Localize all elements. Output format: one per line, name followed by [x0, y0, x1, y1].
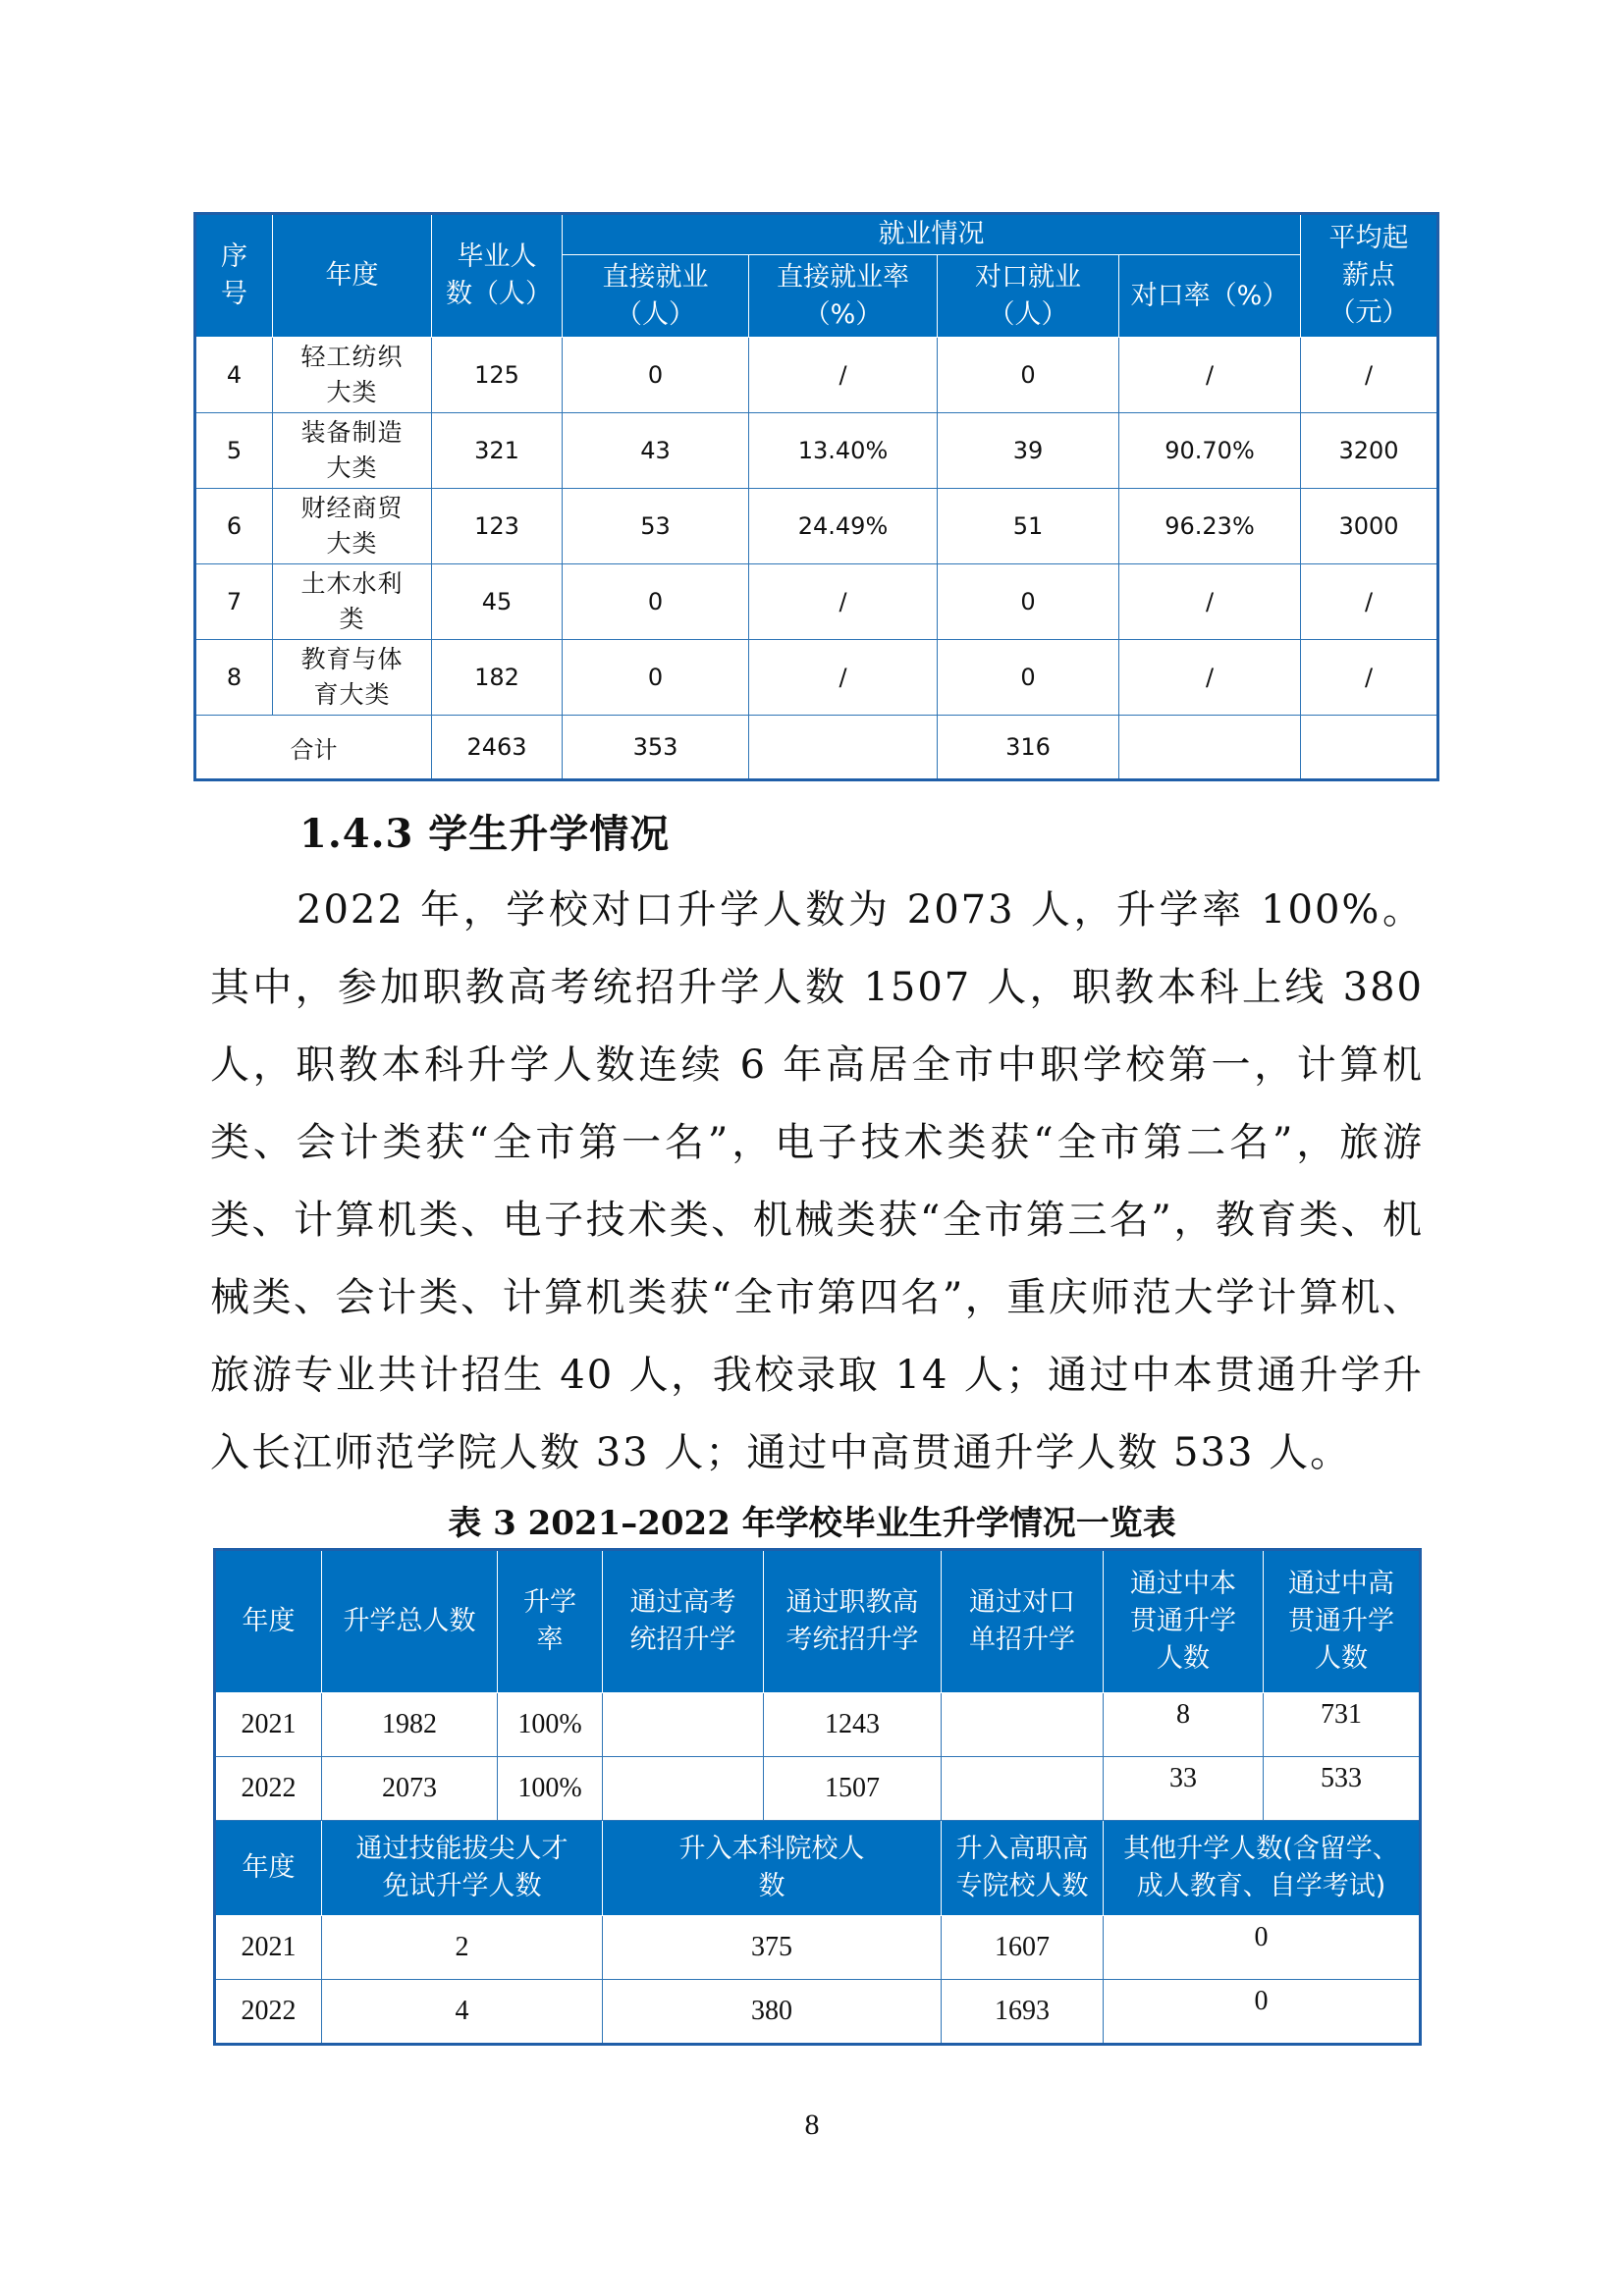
- cell-higher-voc: 1693: [942, 1980, 1104, 2045]
- cell-skills: 2: [322, 1916, 603, 1980]
- cell-category: 财经商贸大类: [273, 489, 432, 564]
- header-direct-rate: 直接就业率（%）: [749, 255, 938, 338]
- cell-matched-rate: 96.23%: [1119, 489, 1301, 564]
- table-row: [195, 489, 1438, 564]
- total-grads: 2463: [432, 716, 563, 780]
- t3-header-other: 其他升学人数(含留学、成人教育、自学考试): [1104, 1821, 1421, 1916]
- cell-zhongben: 33: [1104, 1757, 1264, 1821]
- further-study-table: [213, 1548, 1422, 2046]
- cell-no: 4: [195, 338, 273, 413]
- cell-undergrad: 375: [603, 1916, 942, 1980]
- t3-header-skills: 通过技能拔尖人才免试升学人数: [322, 1821, 603, 1916]
- cell-grads: 45: [432, 564, 563, 640]
- cell-skills: 4: [322, 1980, 603, 2045]
- cell-rate: 100%: [498, 1693, 603, 1757]
- cell-gaokao: [603, 1757, 764, 1821]
- section-heading: 1.4.3 学生升学情况: [299, 811, 671, 857]
- cell-no: 7: [195, 564, 273, 640]
- page-number: 8: [804, 2109, 820, 2141]
- total-matched-rate: [1119, 716, 1301, 780]
- total-label: 合计: [195, 716, 432, 780]
- cell-zhonggao: 533: [1264, 1757, 1421, 1821]
- t3-header-undergrad: 升入本科院校人数: [603, 1821, 942, 1916]
- cell-gaokao: [603, 1693, 764, 1757]
- cell-direct-rate: /: [749, 640, 938, 716]
- cell-direct-rate: /: [749, 564, 938, 640]
- cell-matched-rate: /: [1119, 564, 1301, 640]
- cell-direct-rate: /: [749, 338, 938, 413]
- header-grads: 毕业人数（人）: [432, 214, 563, 338]
- t3-header-zhongben: 通过中本贯通升学人数: [1104, 1550, 1264, 1693]
- cell-salary: 3200: [1301, 413, 1438, 489]
- cell-matched-rate: /: [1119, 338, 1301, 413]
- cell-grads: 182: [432, 640, 563, 716]
- table3-caption: 表 3 2021–2022 年学校毕业生升学情况一览表: [448, 1504, 1176, 1543]
- t3-header-total: 升学总人数: [322, 1550, 498, 1693]
- t3-header-rate: 升学率: [498, 1550, 603, 1693]
- header-year: 年度: [273, 214, 432, 338]
- header-direct: 直接就业（人）: [563, 255, 749, 338]
- total-direct-rate: [749, 716, 938, 780]
- cell-salary: /: [1301, 564, 1438, 640]
- header-matched: 对口就业（人）: [938, 255, 1119, 338]
- cell-vocational-gaokao: 1243: [764, 1693, 942, 1757]
- table-row: [195, 413, 1438, 489]
- cell-other: 0: [1104, 1916, 1421, 1980]
- cell-single: [942, 1757, 1104, 1821]
- cell-category: 轻工纺织大类: [273, 338, 432, 413]
- table-row: [215, 1980, 1421, 2045]
- cell-direct-rate: 13.40%: [749, 413, 938, 489]
- cell-grads: 321: [432, 413, 563, 489]
- cell-salary: 3000: [1301, 489, 1438, 564]
- t3-header-year: 年度: [215, 1550, 322, 1693]
- cell-category: 土木水利类: [273, 564, 432, 640]
- header-salary: 平均起薪点（元）: [1301, 214, 1438, 338]
- total-salary: [1301, 716, 1438, 780]
- cell-direct: 53: [563, 489, 749, 564]
- cell-no: 6: [195, 489, 273, 564]
- cell-matched-rate: 90.70%: [1119, 413, 1301, 489]
- table-row: [215, 1757, 1421, 1821]
- cell-vocational-gaokao: 1507: [764, 1757, 942, 1821]
- cell-total: 2073: [322, 1757, 498, 1821]
- table-row: [195, 338, 1438, 413]
- cell-no: 8: [195, 640, 273, 716]
- cell-zhonggao: 731: [1264, 1693, 1421, 1757]
- cell-matched: 0: [938, 564, 1119, 640]
- cell-other: 0: [1104, 1980, 1421, 2045]
- cell-year: 2022: [215, 1980, 322, 2045]
- total-matched: 316: [938, 716, 1119, 780]
- cell-grads: 123: [432, 489, 563, 564]
- cell-undergrad: 380: [603, 1980, 942, 2045]
- t3-header-higher-voc: 升入高职高专院校人数: [942, 1821, 1104, 1916]
- cell-matched: 0: [938, 338, 1119, 413]
- cell-year: 2021: [215, 1916, 322, 1980]
- t3-header-single: 通过对口单招升学: [942, 1550, 1104, 1693]
- total-row: [195, 716, 1438, 780]
- cell-direct: 0: [563, 640, 749, 716]
- table-row: [195, 640, 1438, 716]
- cell-matched-rate: /: [1119, 640, 1301, 716]
- t3-header-gaokao: 通过高考统招升学: [603, 1550, 764, 1693]
- cell-matched: 39: [938, 413, 1119, 489]
- cell-higher-voc: 1607: [942, 1916, 1104, 1980]
- cell-matched: 51: [938, 489, 1119, 564]
- header-matched-rate: 对口率（%）: [1119, 255, 1301, 338]
- header-employment-group: 就业情况: [563, 214, 1301, 255]
- cell-salary: /: [1301, 640, 1438, 716]
- cell-year: 2021: [215, 1693, 322, 1757]
- cell-direct: 0: [563, 564, 749, 640]
- header-no: 序号: [195, 214, 273, 338]
- cell-grads: 125: [432, 338, 563, 413]
- cell-direct: 43: [563, 413, 749, 489]
- cell-category: 教育与体育大类: [273, 640, 432, 716]
- t3-header-zhonggao: 通过中高贯通升学人数: [1264, 1550, 1421, 1693]
- cell-year: 2022: [215, 1757, 322, 1821]
- cell-direct-rate: 24.49%: [749, 489, 938, 564]
- cell-single: [942, 1693, 1104, 1757]
- table-row: [215, 1916, 1421, 1980]
- cell-no: 5: [195, 413, 273, 489]
- t3-header-vocational-gaokao: 通过职教高考统招升学: [764, 1550, 942, 1693]
- cell-rate: 100%: [498, 1757, 603, 1821]
- cell-total: 1982: [322, 1693, 498, 1757]
- section-paragraph: 2022 年，学校对口升学人数为 2073 人，升学率 100%。其中，参加职教高考统招升学人数 1507 人，职教本科上线 380 人，职教本科升学人数连续 6 年高居全市中职学校第一，计算机类、会计类获“全市第一名”，电子技术类获“全市第二名”，旅游类、计算机类、电子技术类、机械类获“全市第三名”，教育类、机械类、会计类、计算机类获“全市第四名”，重庆师范大学计算机、旅游专业共计招生 40 人，我校录取 14 人；通过中本贯通升学升入长江师范学院人数 33 人；通过中高贯通升学人数 533 人。: [210, 887, 1424, 1475]
- cell-zhongben: 8: [1104, 1693, 1264, 1757]
- cell-matched: 0: [938, 640, 1119, 716]
- cell-direct: 0: [563, 338, 749, 413]
- table-row: [215, 1693, 1421, 1757]
- t3-header2-year: 年度: [215, 1821, 322, 1916]
- cell-category: 装备制造大类: [273, 413, 432, 489]
- cell-salary: /: [1301, 338, 1438, 413]
- employment-table: [193, 212, 1439, 781]
- total-direct: 353: [563, 716, 749, 780]
- table-row: [195, 564, 1438, 640]
